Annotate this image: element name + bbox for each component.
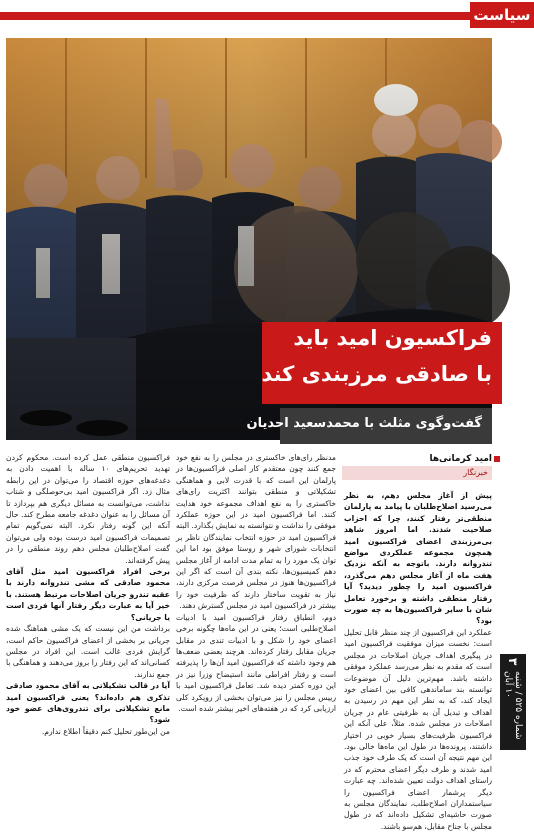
body-paragraph: دوم، انطباق رفتار فراکسیون امید با ادبیات اصلاح‌طلبی است؛ یعنی در این ماه‌ها چگونه برخی اعضای خود را شکل و با ادبیات تندی در مقابل جریان مقابل رفتار کرده‌اند. هرچند بعضی ضعف‌ها هم وجود داشته که فراکسیون امید آن‌ها را پذیرفته است و رفتار افراطی مانند استیضاح وزرا نیز در این دوره کمتر دیده شد. تعامل فراکسیون امید با رییس مجلس را نیز می‌توان بخشی از رویکرد کلی ارزیابی کرد که در هفته‌های اخیر بیشتر شده است.: [176, 612, 336, 713]
question-paragraph: برخی افراد فراکسیون امید مثل آقای محمود صادقی که مشی تندروانه دارند با عقبه تندرو جریان اصلاحات مرتبط هستند. با خیر آیا به عبارت دیگر رفتار آنها فردی است یا جریانی؟: [6, 567, 170, 622]
headline-box: [262, 322, 502, 404]
body-paragraph: فراکسیون منطقی عمل کرده است. محکوم کردن تهدید تحریم‌های ۱۰ ساله با اهمیت دادن به دغدغه‌های حوزه اقتصاد را می‌توان در این رابطه مثال زد. اگر فراکسیون امید بی‌حوصلگی و شتاب نداشت، می‌توانست به مسائل دیگری هم بپردازد تا آن مسائل را به عنوان دغدغه جامعه مطرح کند. حال آنکه این گونه رفتار نکرد. البته نمی‌گویم تمام تصمیمات فراکسیون امید درست بوده ولی می‌توان گفت اصلاح‌طلبان مجلس دهم روند منطقی را در پیش گرفته‌اند.: [6, 453, 170, 565]
question-paragraph: پیش از آغاز مجلس دهم، به نظر می‌رسید اصلاح‌طلبان با پیامد به پارلمان منطقی‌تر رفتار کنند، چرا که احزاب صلاحیت شدند. اما امروز شاهد بی‌مرزبندی اعضای فراکسیون امید همچون مجموعه عملکردی مواضع تندروانه دارند. باتوجه به آنکه نزدیک هفت ماه از آغاز مجلس دهم می‌گذرد، فراکسیون امید را چطور دیدید؟ آیا رفتار منطقی داشته و برخورد تعامل شان با سایر فراکسیون‌ها به چه صورت بود؟: [344, 491, 492, 626]
byline: [342, 454, 492, 484]
answer-paragraph: عملکرد این فراکسیون از چند منظر قابل تحلیل است: نخست میزان موفقیت فراکسیون امید در پیگیری اهداف جریان اصلاحات در مجلس است که مقدم به نظر می‌رسد عملکرد موفقی داشته باشد. مهم‌ترین دلیل آن موضوعات توانسته بند ساماندهی کافی بین اعضای خود ایجاد کند، که به نظر این مهم در رسیدن به اهداف و تبدیل آن به ظرفیتی عام در جریان اصلاحات در مجلس شده. مثلاً، علی آنکه این فراکسیون ظرفیت‌های بسیار خوبی در اختیار داشتند، پرونده‌ها در طول این ماه‌ها خالی بود. این مهم نتیجه آن است که یک طرف خود جذب امید شدند و طرف دیگر اعضای محترم که در راستای اهداف دولت تعیین شده‌اند. چه عبارت دیگر پرشمار اعضای فراکسیون را سیاستمداران اصلاح‌طلب، نمایندگان مجلس به صورت حاشیه‌ای تشکیل داده‌اند که در طول مجلس با جناح مقابل، هم‌سو باشند.: [344, 627, 492, 831]
section-header-bar: [0, 12, 534, 20]
answer-paragraph: من این‌طور تحلیل کنم دقیقاً اطلاع ندارم.: [41, 726, 170, 736]
issue-info: شماره ۵۲۵ / شنبه ۱۰ آبان: [503, 671, 523, 740]
page-number: ۳: [506, 658, 520, 666]
section-label: سیاست: [470, 2, 534, 28]
interview-subtitle: گفت‌وگوی مثلث با محمدسعید احدیان: [246, 416, 482, 431]
interview-subtitle-box: [246, 408, 492, 444]
headline-line-1: فراکسیون امید باید: [293, 326, 492, 350]
article-column-1: [344, 490, 492, 831]
page-number-strip: [500, 654, 526, 750]
headline-line-2: با صادقی مرزبندی کند: [261, 362, 492, 386]
body-paragraph: مدنظر رای‌های خاکستری در مجلس را به نفع خود جمع کنند چون معتقدم کار اصلی فراکسیون‌ها در پارلمان این است که با قدرت لابی و هماهنگی تشکیلاتی و منطقی بتوانند اکثریت رای‌های خاکستری را به نفع اهداف مجموعه خود هدایت کنند. اما فراکسیون امید در این حوزه عملکرد موفقی را نداشت و نتوانسته به نمایش بگذارد. البته فراکسیون امید در حوزه انتخاب نمایندگان ناظر بر انتخابات شورای شهر و روستا موفق بود اما این توان یک مورد را به تمام مدت ادامه از آغاز مجلس دهم کمیسیون‌ها، نکته بندی آن است که اگر این فراکسیون‌ها هنوز در مجلس فرصت مرکزی دارند، نیاز به تقویت ساختار دارند که ظرفیت خود را بیشتر در فراکسیون امید در مجلس گسترش دهند.: [175, 453, 336, 611]
author-name: امید کرمانی‌ها: [429, 454, 492, 464]
answer-paragraph: برداشت من این نیست که یک مشی هماهنگ شده جریانی بر بخشی از اعضای فراکسیون حاکم است، گرایش فردی غالب است. این افراد در مجلس کسانی‌اند که این رفتار را بروز می‌دهند و هماهنگی با جمع ندارند.: [6, 624, 170, 679]
question-paragraph: آیا در قالب تشکیلاتی به آقای محمود صادقی تذکری هم داده‌اند؟ یعنی فراکسیون امید مانع تشکیلاتی برای تندروی‌های عضو خود شود؟: [6, 681, 170, 725]
byline-marker-icon: [494, 456, 500, 462]
article-column-2: [176, 452, 336, 746]
article-column-3: [6, 452, 170, 746]
author-role: خبرنگار: [342, 466, 492, 480]
